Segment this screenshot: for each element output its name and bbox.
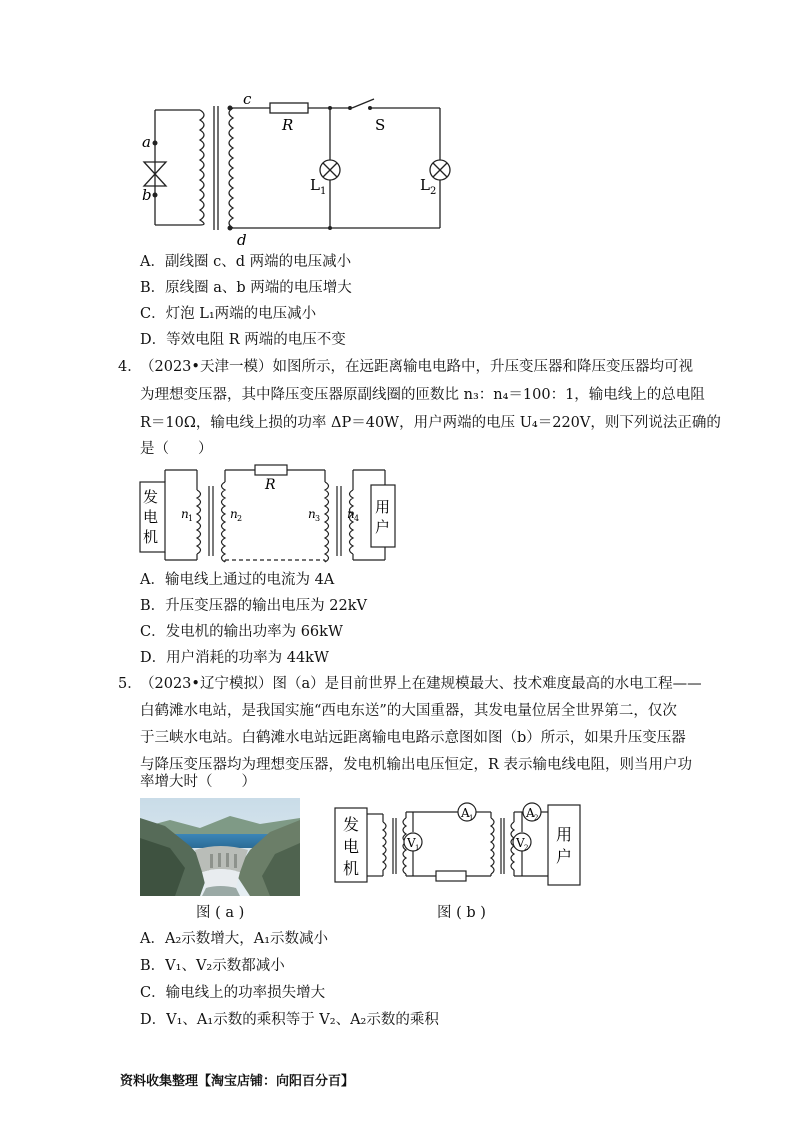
q5-stem-line-1: （2023•辽宁模拟）图（a）是目前世界上在建规模最大、技术难度最高的水电工程—— [140, 676, 702, 692]
q4-stem-line-3: R＝10Ω，输电线上损的功率 ΔP＝40W，用户两端的电压 U₄＝220V，则下列说法正确的 [140, 415, 721, 431]
q4-number: 4． [118, 359, 142, 375]
q3-option-b: B．原线圈 a、b 两端的电压增大 [140, 280, 352, 296]
label-a: a [142, 133, 151, 151]
q4-stem-line-4: 是（ ） [140, 441, 213, 457]
q4-option-b: B．升压变压器的输出电压为 22kV [140, 598, 367, 614]
q4-gen-char-1: 发 [143, 488, 159, 506]
meter-A2-sub: 2 [534, 814, 539, 822]
q3-option-d: D．等效电阻 R 两端的电压不变 [140, 332, 346, 348]
meter-A2: A [526, 806, 535, 820]
label-n3-sub: 3 [315, 514, 321, 523]
label-L2: L [420, 176, 430, 194]
footer-source: 资料收集整理【淘宝店铺：向阳百分百】 [120, 1074, 355, 1089]
meter-A1: A [461, 806, 470, 820]
label-R: R [282, 116, 294, 134]
q5-stem-line-5: 率增大时（ ） [140, 774, 256, 790]
q5-gen-char-1: 发 [343, 815, 360, 834]
q4-option-c: C．发电机的输出功率为 66kW [140, 624, 343, 640]
label-n2: n [230, 507, 238, 521]
label-n1-sub: 1 [188, 514, 194, 523]
q5-option-d: D．V₁、A₁示数的乘积等于 V₂、A₂示数的乘积 [140, 1012, 439, 1028]
q5-gen-char-2: 电 [343, 837, 360, 856]
figure-transmission-circuit-q5 [333, 800, 583, 890]
q5-option-b: B．V₁、V₂示数都减小 [140, 958, 285, 974]
q4-user-char-2: 户 [375, 518, 391, 536]
q5-stem-line-4: 与降压变压器均为理想变压器，发电机输出电压恒定，R 表示输电线电阻，则当用户功 [140, 757, 693, 773]
label-L2-sub: 2 [430, 186, 437, 197]
q5-user-char-1: 用 [556, 825, 573, 844]
dam-photo [140, 798, 300, 896]
label-R-q4: R [265, 477, 276, 493]
meter-V2: V [516, 836, 525, 850]
q4-gen-char-3: 机 [143, 528, 159, 546]
q4-option-a: A．输电线上通过的电流为 4A [140, 572, 335, 588]
meter-A1-sub: 1 [469, 814, 474, 822]
q5-user-char-2: 户 [556, 847, 573, 866]
label-S: S [375, 116, 386, 134]
q4-stem-line-1: （2023•天津一模）如图所示，在远距离输电电路中，升压变压器和降压变压器均可视 [140, 359, 693, 375]
label-b: b [142, 186, 152, 204]
meter-V2-sub: 2 [524, 844, 529, 852]
meter-V1: V [407, 836, 416, 850]
label-n1: n [181, 507, 189, 521]
q5-option-a: A．A₂示数增大，A₁示数减小 [140, 931, 329, 947]
q5-stem-line-3: 于三峡水电站。白鹤滩水电站远距离输电电路示意图如图（b）所示，如果升压变压器 [140, 730, 686, 746]
caption-b: 图 ( b ) [437, 905, 486, 921]
q4-gen-char-2: 电 [143, 508, 159, 526]
q5-option-c: C．输电线上的功率损失增大 [140, 985, 326, 1001]
figure-transformer-lamps-circuit [130, 90, 470, 250]
caption-a: 图 ( a ) [196, 905, 245, 921]
label-d: d [237, 231, 247, 249]
q5-stem-line-2: 白鹤滩水电站，是我国实施“西电东送”的大国重器，其发电量位居全世界第二，仅次 [140, 703, 677, 719]
figure-transmission-circuit-q4 [135, 460, 405, 570]
q5-gen-char-3: 机 [343, 859, 360, 878]
label-n4: n [347, 507, 355, 521]
q3-option-c: C．灯泡 L₁两端的电压减小 [140, 306, 317, 322]
label-n4-sub: 4 [354, 514, 360, 523]
label-n2-sub: 2 [237, 514, 243, 523]
meter-V1-sub: 1 [415, 844, 420, 852]
q4-user-char-1: 用 [375, 498, 391, 516]
q4-stem-line-2: 为理想变压器，其中降压变压器原副线圈的匝数比 n₃：n₄＝100：1，输电线上的总电阻 [140, 387, 705, 403]
label-L1: L [310, 176, 320, 194]
label-L1-sub: 1 [320, 186, 327, 197]
q5-number: 5． [118, 676, 142, 692]
q4-option-d: D．用户消耗的功率为 44kW [140, 650, 329, 666]
label-n3: n [308, 507, 316, 521]
q3-option-a: A．副线圈 c、d 两端的电压减小 [140, 254, 352, 270]
label-c: c [243, 90, 252, 108]
